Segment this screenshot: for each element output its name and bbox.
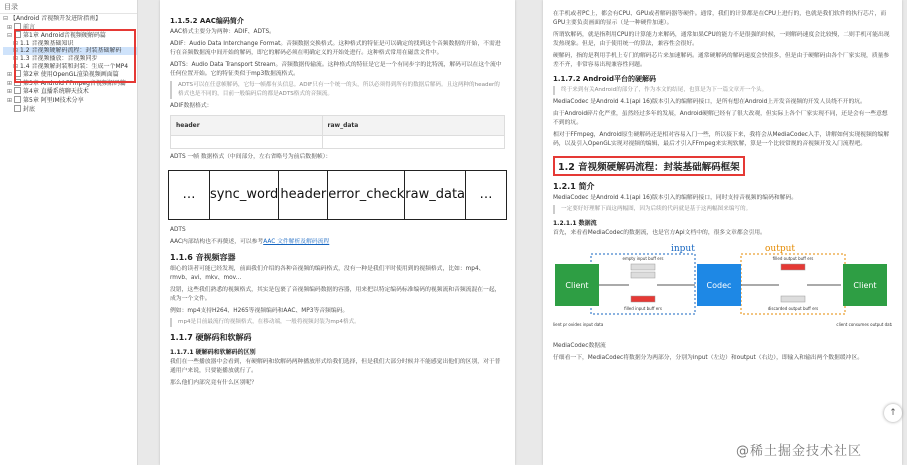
table-header: header [171, 116, 323, 136]
collapse-icon[interactable]: ⊟ [7, 32, 13, 40]
scroll-top-button[interactable] [884, 404, 902, 422]
table-cell [322, 136, 504, 149]
seq-cell: error_check [328, 171, 405, 219]
page-icon [14, 79, 21, 86]
paragraph: 仔细看一下，MediaCodec将数据分为两部分，分别为input（左边）和output（右边），即输入和输出两个数据缓冲区。 [553, 355, 864, 361]
page-icon [14, 87, 21, 94]
buffer [781, 296, 805, 302]
input-label: input [671, 244, 695, 254]
toc-item[interactable]: ⊞ 1.1 音视频基础知识 [13, 39, 74, 47]
adif-table [170, 115, 505, 149]
heading-117: 1.1.7 硬解码和软解码 [170, 333, 252, 342]
expand-icon[interactable]: ⊞ [13, 39, 19, 47]
expand-icon[interactable]: ⊞ [13, 62, 19, 70]
page-icon [14, 23, 21, 30]
page-icon [14, 96, 21, 103]
paragraph: MediaCodec 是Android 4.1(api 16)版本引入的编解码接口，是所有想在Android上开发音视频的开发人员绕不开的坑。 [553, 99, 866, 105]
paragraph: 细心的读者可能已经发现，前面我们介绍的各种音视频的编码格式，没有一种是我们平时使用到的视频格式，比如：mp4、rmvb、avi、mkv、mov... [170, 266, 485, 281]
discarded-output-label: discarded output buff ers [767, 306, 819, 311]
heading-121: 1.2.1 简介 [553, 182, 595, 191]
heading-1211: 1.2.1.1 数据流 [553, 220, 597, 227]
blockquote: ADTS可以在任意帧解码，它每一帧都有头信息。ADIF只有一个统一的头，所以必须得到所有的数据后解码。且这两种的header的格式也是不同的，目前一般编码后的都是ADTS格式的音频流。 [170, 81, 505, 99]
client-left-caption: client pr ovides input data [553, 322, 604, 327]
arrow-up-icon: ↑ [889, 408, 897, 418]
codec-label: Codec [706, 281, 732, 290]
pdf-page-right [543, 0, 902, 465]
expand-icon[interactable]: ⊞ [7, 23, 13, 31]
expand-icon[interactable]: ⊞ [7, 88, 13, 96]
paragraph: 例如：mp4支持H264、H265等视频编码和AAC、MP3等音频编码。 [170, 308, 349, 314]
paragraph: 在手机或者PC上，都会有CPU、GPU或者解码器等硬件。通常，我们的计算都是在CPU上进行的，也就是我们软件的执行芯片，而GPU主要负责画面的显示（是一种硬件加速）。 [553, 11, 887, 26]
paragraph: MediaCodec 是Android 4.1(api 16)版本引入的编解码接口，同时支持音视频的编码和解码。 [553, 195, 798, 201]
paragraph: ADTS：Audio Data Transport Stream。音频数据传输流。这种格式的特征是它是一个有同步字的比特流，解码可以在这个流中任何位置开始。它的特征类似于mp3数据流格式。 [170, 62, 502, 77]
watermark: @稀土掘金技术社区 [736, 444, 863, 459]
table-header: raw_data [322, 116, 504, 136]
page-icon [14, 70, 21, 77]
expand-icon[interactable]: ⊞ [7, 96, 13, 104]
expand-icon[interactable]: ⊞ [7, 79, 13, 87]
heading-aac: 1.1.5.2 AAC编码简介 [170, 17, 244, 25]
client-left-label: Client [565, 281, 589, 290]
blockquote: 一定要好好理解下面这两幅图，因为后续的代码就是基于这两幅图来编写的。 [553, 205, 892, 214]
buffer [631, 272, 655, 278]
buffer [781, 264, 805, 270]
paragraph: 所谓软解码，就是指利用CPU的计算能力来解码，通常如果CPU的能力不是很强的时候，一则解码速度会比较慢，二则手机可能出现发热现象。但是，由于使用统一的算法，兼容性会很好。 [553, 32, 890, 47]
adts-frame-diagram [168, 170, 507, 220]
buffer [631, 264, 655, 270]
output-label: output [765, 244, 796, 254]
paragraph: 相对于FFmpeg，Android原生硬解码还是相对容易入门一些，所以接下来，我将会从MediaCodec入手，讲解如何实现视频的编解码，以及引入OpenGL实现对视频的编辑，最后才引入FFmpeg来实现软解，算是一个比较常规的音视频开发入门流程吧。 [553, 132, 890, 147]
client-right-label: Client [853, 281, 877, 290]
caption: MediaCodec数据流 [553, 343, 606, 349]
paragraph: 没错，这些我们熟悉的视频格式，其实是包裹了音视频编码数据的容器，用来把以特定编码标准编码的视频流和音频流混在一起，成为一个文件。 [170, 287, 501, 302]
seq-cell: … [479, 187, 493, 202]
seq-cell: sync_word [210, 171, 279, 219]
paragraph: 我们在一些播放器中会看到，有硬解码和软解码两种播放形式给我们选择，但是我们大部分时候并不能感觉出他们的区别，对于普通用户来说，只要能播放就行了。 [170, 359, 501, 374]
empty-input-label: empty input buff ers [622, 256, 664, 261]
paragraph: AAC内部结构也不再赘述，可以参考AAC 文件解析及解码流程 [170, 239, 330, 245]
expand-icon[interactable]: ⊞ [13, 47, 19, 55]
toc-item[interactable]: ⊟ 第1章 Android音视频硬解码篇 [7, 32, 106, 40]
dataflow-svg [553, 242, 892, 342]
toc-item[interactable]: ⊞ 前言 [7, 23, 36, 31]
client-right-caption: client consumes output data [836, 322, 892, 327]
toc-item[interactable]: ⊞ 1.4 音视频解封装和封装：生成一个MP4 [13, 62, 129, 70]
paragraph: ADTS 一帧 数据格式（中间部分，左右省略号为前后数据帧）： [170, 154, 332, 160]
toc-item[interactable]: 封底 [3, 105, 137, 114]
paragraph: 硬解码，指的是利用手机上专门的解码芯片来加速解码。通常硬解码的解码速度会快很多，但是由于硬解码由各个厂家实现，质量参差不齐，非常容易出现兼容性问题。 [553, 53, 890, 68]
toc-item[interactable]: ⊞ 1.3 音视频播放：音视频同步 [13, 54, 98, 62]
toc-tree [0, 14, 137, 113]
heading-1171: 1.1.7.1 硬解码和软解码的区别 [170, 349, 256, 356]
heading-116: 1.1.6 音视频容器 [170, 253, 236, 262]
paragraph: 首先，来看看MediaCodec的数据流，也是官方Api文档中的，很多文章都会引用。 [553, 230, 766, 236]
seq-cell: … [169, 171, 210, 219]
collapse-icon[interactable]: ⊟ [3, 15, 9, 22]
expand-icon[interactable]: ⊞ [7, 71, 13, 79]
caption: ADTS [170, 227, 186, 233]
paragraph: ADIF：Audio Data Interchange Format。音频数据交换格式。这种格式的特征是可以确定的找到这个音频数据的开始，不需进行在音频数据流中间开始的解码，即它的解码必须在明确定义的开始处进行。这种格式常用在磁盘文件中。 [170, 41, 501, 56]
buffer [631, 296, 655, 302]
heading-1172: 1.1.7.2 Android平台的硬解码 [553, 75, 656, 83]
filled-input-label: filled input buff ers [624, 306, 662, 311]
mediacodec-dataflow-diagram [553, 242, 892, 342]
heading-12-highlighted: 1.2 音视频硬解码流程：封装基础解码框架 [553, 156, 745, 176]
seq-cell: header [279, 171, 328, 219]
table-cell [171, 136, 323, 149]
blockquote: mp4是目前最流行的视频格式，在移动端，一般将视频封装为mp4格式。 [170, 318, 505, 327]
aac-link[interactable]: AAC 文件解析及解码流程 [263, 239, 330, 245]
paragraph: 由于Android碎片化严重，虽然经过多年的发展，Android硬解已经有了很大改观，但实际上各个厂家实现不同，还是会有一些意想不到的坑。 [553, 111, 888, 126]
toc-item[interactable]: ⊞ 第5章 阿里IM技术分享 [7, 96, 84, 104]
toc-item[interactable]: ⊞ 第3章 Android FFmpeg音视频解码篇 [7, 79, 126, 87]
toc-title: 目录 [0, 0, 137, 14]
output-region [741, 254, 845, 314]
toc-item[interactable]: ⊟ 【Android 音视频开发进阶指南】 [3, 15, 102, 22]
filled-output-label: filled output buff ers [772, 256, 814, 261]
toc-item[interactable]: ⊞ 第2章 使用OpenGL渲染视频画面篇 [7, 71, 119, 79]
pdf-page-left [160, 0, 515, 465]
input-region [591, 254, 695, 314]
toc-item-selected[interactable]: ⊞ 1.2 音视频硬解码流程：封装基础解码 [3, 47, 137, 55]
page-icon [14, 31, 21, 38]
paragraph: AAC格式主要分为两种：ADIF、ADTS。 [170, 29, 275, 35]
page-icon [14, 105, 21, 112]
seq-cell: raw_data [405, 171, 466, 219]
toc-sidebar [0, 0, 138, 465]
paragraph: ADIF数据格式： [170, 103, 213, 109]
expand-icon[interactable]: ⊞ [13, 54, 19, 62]
blockquote: 终于来到有关Android的部分了，作为本文的结尾，也算是为下一篇文章开一个头。 [553, 86, 892, 95]
toc-item[interactable]: ⊞ 第4章 直播系统聊天技术 [7, 88, 89, 96]
paragraph: 那么他们内部究竟有什么区别呢？ [170, 380, 257, 386]
